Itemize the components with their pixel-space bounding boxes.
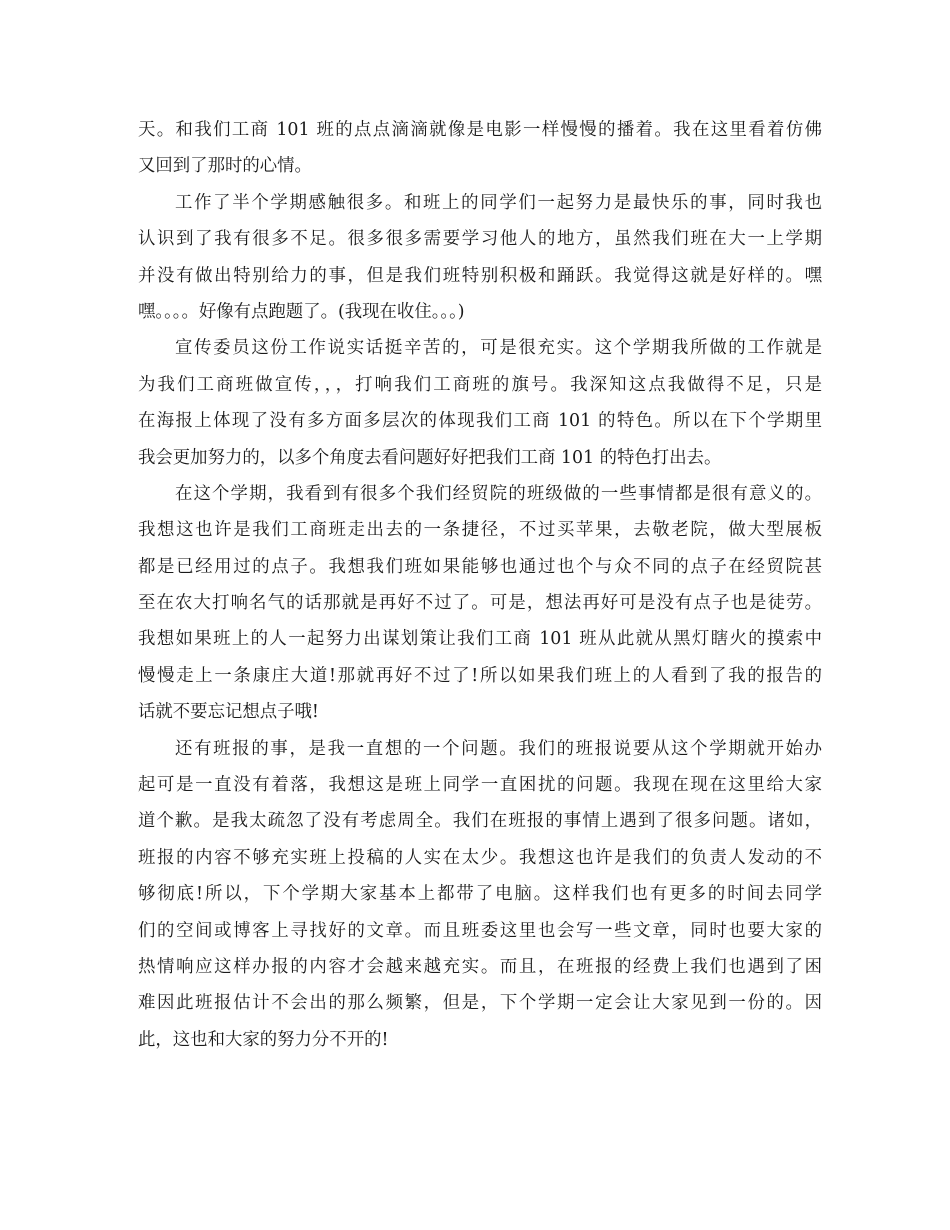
text-line: 难因此班报估计不会出的那么频繁，但是，下个学期一定会让大家见到一份的。因 — [138, 993, 822, 1014]
text-line: 我会更加努力的，以多个角度去看问题好好把我们工商 101 的特色打出去。 — [138, 447, 722, 468]
text-line: 够彻底!所以，下个学期大家基本上都带了电脑。这样我们也有更多的时间去同学 — [138, 884, 822, 905]
text-line: 并没有做出特别给力的事，但是我们班特别积极和踊跃。我觉得这就是好样的。嘿 — [138, 265, 822, 286]
text-line: 在这个学期，我看到有很多个我们经贸院的班级做的一些事情都是很有意义的。 — [175, 483, 822, 504]
text-line: 在海报上体现了没有多方面多层次的体现我们工商 101 的特色。所以在下个学期里 — [138, 411, 822, 432]
text-line: 认识到了我有很多不足。很多很多需要学习他人的地方，虽然我们班在大一上学期 — [138, 229, 822, 250]
text-line: 道个歉。是我太疏忽了没有考虑周全。我们在班报的事情上遇到了很多问题。诸如， — [138, 811, 822, 832]
paragraph — [138, 476, 822, 731]
text-line: 热情响应这样办报的内容才会越来越充实。而且，在班报的经费上我们也遇到了困 — [138, 956, 822, 977]
text-line: 天。和我们工商 101 班的点点滴滴就像是电影一样慢慢的播着。我在这里看着仿佛 — [138, 120, 822, 140]
text-line: 我想如果班上的人一起努力出谋划策让我们工商 101 班从此就从黑灯瞎火的摸索中 — [138, 629, 822, 650]
text-line: 此，这也和大家的努力分不开的! — [138, 1029, 389, 1050]
text-line: 起可是一直没有着落，我想这是班上同学一直困扰的问题。我现在现在这里给大家 — [138, 775, 822, 796]
text-line: 我想这也许是我们工商班走出去的一条捷径，不过买苹果，去敬老院，做大型展板 — [138, 520, 822, 541]
text-line: 嘿。。。。好像有点跑题了。(我现在收住。。。) — [138, 301, 465, 322]
text-line: 慢慢走上一条康庄大道!那就再好不过了!所以如果我们班上的人看到了我的报告的 — [138, 665, 822, 686]
text-line: 为我们工商班做宣传，，，打响我们工商班的旗号。我深知这点我做得不足，只是 — [138, 374, 822, 395]
text-line: 至在农大打响名气的话那就是再好不过了。可是，想法再好可是没有点子也是徒劳。 — [138, 593, 822, 614]
text-line: 还有班报的事，是我一直想的一个问题。我们的班报说要从这个学期就开始办 — [175, 738, 822, 759]
paragraph — [138, 731, 822, 1059]
paragraph — [138, 330, 822, 476]
text-line: 工作了半个学期感触很多。和班上的同学们一起努力是最快乐的事，同时我也 — [175, 192, 822, 213]
text-line: 宣传委员这份工作说实话挺辛苦的，可是很充实。这个学期我所做的工作就是 — [175, 338, 822, 359]
paragraph — [138, 112, 822, 185]
paragraph — [138, 185, 822, 331]
text-line: 话就不要忘记想点子哦! — [138, 702, 319, 723]
text-line: 又回到了那时的心情。 — [138, 156, 312, 177]
text-line: 班报的内容不够充实班上投稿的人实在太少。我想这也许是我们的负责人发动的不 — [138, 847, 822, 868]
document-body — [138, 112, 822, 1058]
text-line: 都是已经用过的点子。我想我们班如果能够也通过也个与众不同的点子在经贸院甚 — [138, 556, 822, 577]
text-line: 们的空间或博客上寻找好的文章。而且班委这里也会写一些文章，同时也要大家的 — [138, 920, 822, 941]
